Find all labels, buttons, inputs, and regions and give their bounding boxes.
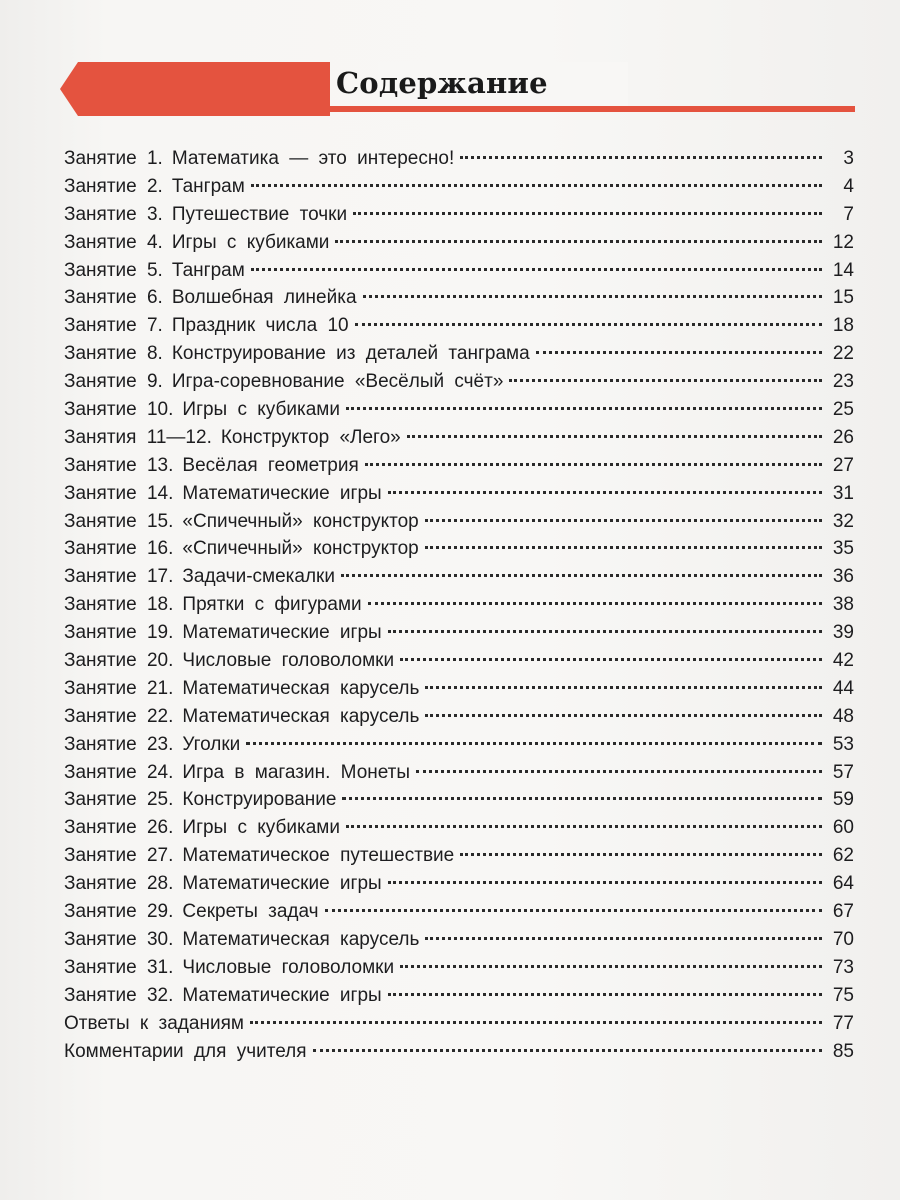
toc-entry[interactable]: [64, 396, 854, 424]
toc-entry-label: [64, 284, 357, 312]
toc-entry-title: Числовые головоломки: [182, 650, 395, 672]
dot-leader: [460, 156, 822, 159]
toc-lesson-number: Занятие 31.: [64, 956, 174, 978]
toc-lesson-number: Занятие 17.: [64, 566, 174, 588]
table-of-contents: [64, 145, 854, 1065]
dot-leader: [425, 937, 822, 940]
toc-entry-label: [64, 675, 419, 703]
toc-lesson-number: Занятие 27.: [64, 845, 174, 867]
toc-entry[interactable]: [64, 480, 854, 508]
toc-entry-label: [64, 619, 382, 647]
toc-page-number: 31: [832, 482, 854, 504]
toc-entry-title: Прятки с фигурами: [182, 594, 362, 616]
dot-leader: [325, 909, 822, 912]
toc-entry[interactable]: [64, 1038, 854, 1066]
toc-lesson-number: Занятие 1.: [64, 148, 163, 169]
dot-leader: [425, 686, 822, 689]
toc-entry-title: Весёлая геометрия: [182, 454, 359, 476]
toc-entry-title: Конструирование из деталей танграма: [171, 343, 530, 365]
toc-page-number: 32: [832, 510, 854, 532]
dot-leader: [246, 742, 822, 745]
toc-entry-title: Танграм: [171, 259, 245, 281]
toc-entry[interactable]: [64, 452, 854, 480]
toc-entry-title: «Спичечный» конструктор: [182, 510, 419, 532]
toc-lesson-number: Занятие 9.: [64, 371, 163, 393]
dot-leader: [341, 574, 822, 577]
toc-page-number: 75: [832, 984, 854, 1006]
toc-entry-label: [64, 563, 335, 591]
dot-leader: [509, 379, 822, 382]
toc-lesson-number: Занятие 24.: [64, 761, 174, 783]
header-accent-line: [330, 106, 855, 112]
toc-lesson-number: Занятие 14.: [64, 482, 174, 504]
toc-entry-label: [64, 396, 340, 424]
dot-leader: [368, 602, 822, 605]
toc-entry-label: [64, 508, 419, 536]
toc-page-number: 62: [832, 845, 854, 867]
toc-entry[interactable]: [64, 563, 854, 591]
toc-entry[interactable]: [64, 535, 854, 563]
toc-entry-label: [64, 814, 340, 842]
toc-entry-title: Числовые головоломки: [182, 956, 395, 978]
dot-leader: [342, 797, 822, 800]
toc-entry-title: Математика — это интересно!: [171, 148, 455, 169]
toc-entry-label: [64, 982, 382, 1010]
toc-entry-label: [64, 898, 319, 926]
toc-lesson-number: Занятие 32.: [64, 984, 174, 1006]
toc-entry-title: Ответы к заданиям: [64, 1012, 244, 1034]
toc-lesson-number: Занятие 30.: [64, 928, 174, 950]
dot-leader: [346, 825, 822, 828]
toc-page-number: 60: [832, 817, 854, 839]
toc-entry[interactable]: [64, 842, 854, 870]
toc-entry[interactable]: [64, 284, 854, 312]
toc-entry[interactable]: [64, 508, 854, 536]
toc-entry-title: Игра-соревнование «Весёлый счёт»: [171, 371, 504, 393]
toc-entry-label: [64, 480, 382, 508]
toc-lesson-number: Занятие 3.: [64, 203, 163, 225]
toc-page-number: 22: [832, 343, 854, 365]
toc-lesson-number: Занятие 20.: [64, 650, 174, 672]
dot-leader: [400, 658, 822, 661]
dot-leader: [355, 323, 822, 326]
toc-entry-label: [64, 759, 410, 787]
toc-entry[interactable]: [64, 898, 854, 926]
toc-entry-title: Игры с кубиками: [171, 231, 330, 253]
toc-entry-title: Игры с кубиками: [182, 399, 340, 421]
toc-entry-label: [64, 591, 362, 619]
toc-entry-label: [64, 173, 245, 201]
toc-page-number: 23: [832, 371, 854, 393]
toc-entry-title: Математическое путешествие: [182, 845, 455, 867]
toc-entry-title: Математические игры: [182, 622, 382, 644]
toc-entry-title: Задачи-смекалки: [182, 566, 335, 588]
toc-entry[interactable]: [64, 591, 854, 619]
toc-entry-label: [64, 312, 349, 340]
toc-entry-label: [64, 452, 359, 480]
toc-lesson-number: Занятие 10.: [64, 399, 174, 421]
toc-lesson-number: Занятие 18.: [64, 594, 174, 616]
toc-lesson-number: Занятие 2.: [64, 175, 163, 197]
toc-entry[interactable]: [64, 340, 854, 368]
toc-entry-title: «Спичечный» конструктор: [182, 538, 419, 560]
toc-entry-title: Математические игры: [182, 873, 382, 895]
page-title: Содержание: [336, 66, 548, 100]
dot-leader: [388, 993, 822, 996]
toc-entry-label: [64, 368, 503, 396]
toc-entry-label: [64, 201, 347, 229]
toc-lesson-number: Занятие 22.: [64, 705, 174, 727]
toc-entry-title: Конструирование: [182, 789, 337, 811]
toc-entry-title: Уголки: [182, 733, 241, 755]
toc-lesson-number: Занятие 21.: [64, 677, 174, 699]
toc-page-number: 26: [832, 426, 854, 448]
toc-page-number: 25: [832, 399, 854, 421]
toc-entry-label: [64, 786, 336, 814]
toc-page-number: 35: [832, 538, 854, 560]
toc-entry[interactable]: [64, 257, 854, 285]
toc-page-number: 64: [832, 873, 854, 895]
dot-leader: [400, 965, 822, 968]
dot-leader: [251, 268, 822, 271]
dot-leader: [353, 212, 822, 215]
toc-entry-label: [64, 647, 394, 675]
toc-page-number: 77: [832, 1012, 854, 1034]
toc-page-number: 18: [832, 315, 854, 337]
toc-entry-title: Игра в магазин. Монеты: [182, 761, 411, 783]
toc-entry-title: Математическая карусель: [182, 928, 420, 950]
toc-entry[interactable]: [64, 814, 854, 842]
dot-leader: [388, 491, 822, 494]
toc-page-number: 38: [832, 594, 854, 616]
toc-page-number: 59: [832, 789, 854, 811]
toc-page-number: 27: [832, 454, 854, 476]
toc-entry[interactable]: [64, 759, 854, 787]
dot-leader: [388, 630, 822, 633]
toc-entry-label: [64, 257, 245, 285]
toc-page-number: 67: [832, 901, 854, 923]
dot-leader: [363, 295, 822, 298]
toc-page-number: 14: [832, 259, 854, 281]
toc-entry-title: Комментарии для учителя: [64, 1040, 307, 1062]
toc-page-number: 42: [832, 650, 854, 672]
toc-lesson-number: Занятие 8.: [64, 343, 163, 365]
toc-entry-title: Игры с кубиками: [182, 817, 340, 839]
toc-entry-label: [64, 1010, 244, 1038]
toc-lesson-number: Занятие 5.: [64, 259, 163, 281]
toc-entry[interactable]: [64, 619, 854, 647]
toc-lesson-number: Занятие 13.: [64, 454, 174, 476]
toc-lesson-number: Занятие 23.: [64, 733, 174, 755]
toc-page-number: 12: [832, 231, 854, 253]
toc-lesson-number: Занятие 6.: [64, 287, 163, 309]
toc-entry-title: Путешествие точки: [171, 203, 348, 225]
header-accent-block: [60, 62, 330, 116]
dot-leader: [425, 714, 822, 717]
toc-entry[interactable]: [64, 926, 854, 954]
toc-page-number: 53: [832, 733, 854, 755]
toc-entry-title: Конструктор «Лего»: [220, 426, 401, 448]
toc-page-number: 73: [832, 956, 854, 978]
dot-leader: [388, 881, 822, 884]
toc-page-number: 39: [832, 622, 854, 644]
dot-leader: [250, 1021, 822, 1024]
toc-lesson-number: Занятия 11—12.: [64, 426, 212, 448]
toc-entry-label: [64, 145, 454, 173]
dot-leader: [425, 519, 822, 522]
toc-entry-label: [64, 340, 530, 368]
toc-entry-title: Математическая карусель: [182, 705, 420, 727]
toc-entry-title: Математические игры: [182, 984, 382, 1006]
toc-entry[interactable]: [64, 647, 854, 675]
toc-entry-title: Танграм: [171, 175, 245, 197]
toc-entry-title: Математические игры: [182, 482, 382, 504]
dot-leader: [346, 407, 822, 410]
toc-lesson-number: Занятие 16.: [64, 538, 174, 560]
toc-entry-title: Математическая карусель: [182, 677, 420, 699]
toc-page-number: 4: [843, 175, 854, 197]
toc-lesson-number: Занятие 26.: [64, 817, 174, 839]
toc-page-number: 85: [832, 1040, 854, 1062]
toc-page-number: 36: [832, 566, 854, 588]
toc-entry[interactable]: [64, 229, 854, 257]
toc-lesson-number: Занятие 29.: [64, 901, 174, 923]
toc-entry[interactable]: [64, 954, 854, 982]
toc-entry[interactable]: [64, 870, 854, 898]
toc-entry[interactable]: [64, 173, 854, 201]
dot-leader: [335, 240, 822, 243]
dot-leader: [460, 853, 822, 856]
toc-page-number: 48: [832, 705, 854, 727]
toc-entry[interactable]: [64, 368, 854, 396]
toc-entry[interactable]: [64, 703, 854, 731]
toc-page-number: 70: [832, 928, 854, 950]
dot-leader: [251, 184, 822, 187]
toc-entry-label: [64, 1038, 307, 1066]
toc-entry-label: [64, 535, 419, 563]
toc-entry[interactable]: [64, 145, 854, 173]
toc-lesson-number: Занятие 19.: [64, 622, 174, 644]
toc-entry-label: [64, 424, 401, 452]
toc-entry-title: Праздник числа 10: [171, 315, 349, 337]
toc-entry[interactable]: [64, 982, 854, 1010]
toc-entry-title: Волшебная линейка: [171, 287, 357, 309]
toc-lesson-number: Занятие 4.: [64, 231, 163, 253]
toc-entry-label: [64, 703, 419, 731]
dot-leader: [407, 435, 822, 438]
dot-leader: [313, 1049, 823, 1052]
dot-leader: [416, 770, 822, 773]
toc-page-number: 3: [843, 148, 854, 169]
toc-entry-label: [64, 926, 419, 954]
toc-page-number: 7: [843, 203, 854, 225]
toc-entry[interactable]: [64, 731, 854, 759]
toc-lesson-number: Занятие 28.: [64, 873, 174, 895]
toc-page-number: 15: [832, 287, 854, 309]
toc-entry-label: [64, 842, 454, 870]
toc-entry-title: Секреты задач: [182, 901, 319, 923]
toc-entry-label: [64, 229, 329, 257]
toc-entry[interactable]: [64, 424, 854, 452]
toc-lesson-number: Занятие 25.: [64, 789, 174, 811]
toc-entry[interactable]: [64, 675, 854, 703]
toc-entry-label: [64, 870, 382, 898]
toc-entry[interactable]: [64, 201, 854, 229]
toc-lesson-number: Занятие 15.: [64, 510, 174, 532]
toc-entry[interactable]: [64, 312, 854, 340]
toc-entry-label: [64, 731, 240, 759]
dot-leader: [425, 546, 822, 549]
toc-page-number: 44: [832, 677, 854, 699]
dot-leader: [536, 351, 822, 354]
toc-entry[interactable]: [64, 1010, 854, 1038]
toc-page-number: 57: [832, 761, 854, 783]
toc-entry-label: [64, 954, 394, 982]
dot-leader: [365, 463, 822, 466]
toc-entry[interactable]: [64, 786, 854, 814]
toc-lesson-number: Занятие 7.: [64, 315, 163, 337]
